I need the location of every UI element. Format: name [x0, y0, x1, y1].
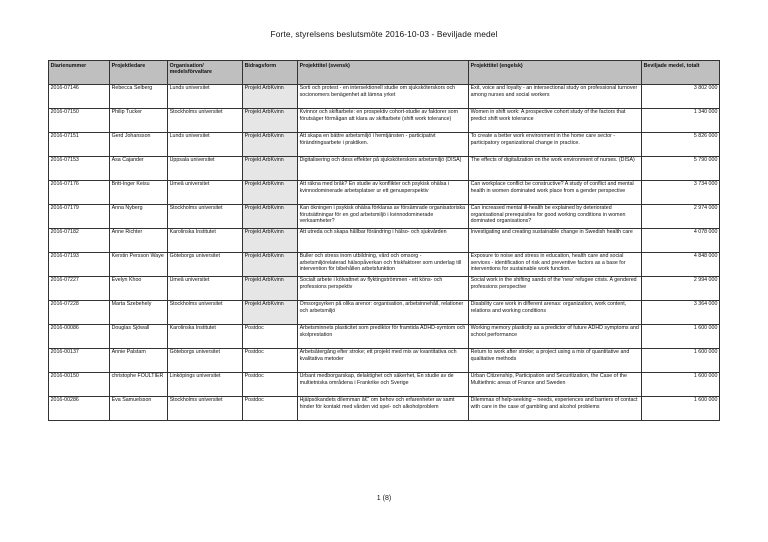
table-row [49, 300, 720, 324]
cell-diarienummer: 2016-00150 [49, 372, 110, 396]
page-number: 1 (8) [376, 495, 392, 502]
table-row [49, 132, 720, 156]
cell-diarienummer: 2016-07151 [49, 132, 110, 156]
cell-organisation: Uppsala universitet [168, 156, 243, 180]
cell-bidragsform: Projekt ArbKvinn [243, 180, 298, 204]
cell-titel-en: Urban Citizenship, Participation and Securitization, the Case of the Multiethnic areas of France and Sweden [469, 372, 642, 396]
cell-titel-sv: Att skapa en bättre arbetsmiljö i hemtjänsten - participativt förändringsarbete i praktiken. [298, 132, 469, 156]
cell-bidragsform: Projekt ArbKvinn [243, 300, 298, 324]
cell-diarienummer: 2016-07150 [49, 108, 110, 132]
table-row [49, 228, 720, 252]
cell-organisation: Lunds universitet [168, 132, 243, 156]
cell-diarienummer: 2016-07193 [49, 252, 110, 276]
header-belopp: Beviljade medel, totalt [642, 61, 720, 85]
cell-belopp: 4 078 000 [642, 228, 720, 252]
table-row [49, 84, 720, 108]
cell-diarienummer: 2016-00086 [49, 324, 110, 348]
cell-titel-sv: Socialt arbete i kölvattnet av flyktingströmmen - ett köns- och professions perspektiv [298, 276, 469, 300]
cell-diarienummer: 2016-00286 [49, 396, 110, 420]
cell-belopp: 5 826 000 [642, 132, 720, 156]
table-header-row [49, 61, 720, 85]
cell-diarienummer: 2016-00137 [49, 348, 110, 372]
cell-diarienummer: 2016-07228 [49, 300, 110, 324]
cell-organisation: Stockholms universitet [168, 108, 243, 132]
cell-belopp: 1 600 000 [642, 348, 720, 372]
cell-organisation: Karolinska Institutet [168, 228, 243, 252]
cell-diarienummer: 2016-07227 [49, 276, 110, 300]
cell-organisation: Karolinska Institutet [168, 324, 243, 348]
cell-projektledare: Anna Nyberg [110, 204, 168, 228]
cell-titel-sv: Digitalisering och dess effekter på sjuksköterskors arbetsmiljö (DISA) [298, 156, 469, 180]
cell-titel-sv: Urbant medborgarskap, delaktighet och säkerhet, En studie av de multietniska områdena i Frankrike och Sverige [298, 372, 469, 396]
cell-organisation: Göteborgs universitet [168, 252, 243, 276]
cell-diarienummer: 2016-07176 [49, 180, 110, 204]
cell-bidragsform: Postdoc [243, 348, 298, 372]
cell-titel-sv: Hjälpsökandets dilemman â€“ om behov och erfarenheter av samt hinder för kontakt med vården vid spel- och alkoholproblem [298, 396, 469, 420]
cell-bidragsform: Projekt ArbKvinn [243, 276, 298, 300]
cell-belopp: 2 994 000 [642, 276, 720, 300]
cell-titel-sv: Kvinnor och skiftarbete: en prospektiv cohort-studie av faktorer som förutsäger förmågan att klara av skiftarbete (shift work tolerance) [298, 108, 469, 132]
cell-projektledare: Kerstin Persson Waye [110, 252, 168, 276]
cell-organisation: Linköpings universitet [168, 372, 243, 396]
cell-titel-sv: Buller och stress inom utbildning, vård och omsorg - arbetsmiljörelaterad hälsopåverkan och friskfaktorer som underlag till intervention för bibehållen arbetsfunktion [298, 252, 469, 276]
cell-projektledare: christophe FOULTIER [110, 372, 168, 396]
cell-titel-sv: Kan ökningen i psykisk ohälsa förklaras av försämrade organisatoriska förutsättningar för en god arbetsmiljö i kvinnodominerade verksamheter? [298, 204, 469, 228]
table-row [49, 252, 720, 276]
cell-organisation: Umeå universitet [168, 180, 243, 204]
cell-titel-en: Return to work after stroke; a project using a mix of quantitative and qualitative methods [469, 348, 642, 372]
cell-diarienummer: 2016-07146 [49, 84, 110, 108]
cell-organisation: Stockholms universitet [168, 204, 243, 228]
table-row [49, 396, 720, 420]
page-title: Forte, styrelsens beslutsmöte 2016-10-03 - Beviljade medel [270, 29, 498, 39]
cell-organisation: Stockholms universitet [168, 396, 243, 420]
cell-projektledare: Annie Palstam [110, 348, 168, 372]
cell-bidragsform: Projekt ArbKvinn [243, 84, 298, 108]
cell-bidragsform: Projekt ArbKvinn [243, 156, 298, 180]
cell-belopp: 1 600 000 [642, 324, 720, 348]
table-row [49, 348, 720, 372]
cell-projektledare: Douglas Sjöwall [110, 324, 168, 348]
table-row [49, 108, 720, 132]
cell-titel-en: Dilemmas of help-seeking – needs, experiences and barriers of contact with care in the case of gambling and alcohol problems [469, 396, 642, 420]
cell-projektledare: Philip Tucker [110, 108, 168, 132]
cell-belopp: 3 734 000 [642, 180, 720, 204]
cell-diarienummer: 2016-07153 [49, 156, 110, 180]
cell-bidragsform: Postdoc [243, 324, 298, 348]
table-row [49, 156, 720, 180]
cell-titel-en: Investigating and creating sustainable change in Swedish health care [469, 228, 642, 252]
grants-table [48, 60, 720, 421]
cell-projektledare: Marta Szebehely [110, 300, 168, 324]
header-diarienummer: Diarienummer [49, 61, 110, 85]
cell-projektledare: Gerd Johansson [110, 132, 168, 156]
cell-diarienummer: 2016-07182 [49, 228, 110, 252]
cell-bidragsform: Projekt ArbKvinn [243, 132, 298, 156]
table-row [49, 324, 720, 348]
table-row [49, 372, 720, 396]
cell-projektledare: Britt-Inger Keisu [110, 180, 168, 204]
cell-belopp: 2 974 000 [642, 204, 720, 228]
header-projektledare: Projektledare [110, 61, 168, 85]
cell-bidragsform: Projekt ArbKvinn [243, 228, 298, 252]
cell-titel-sv: Att räkna med bråk? En studie av konflikter och psykisk ohälsa i kvinnodominerade arbetsplatser ur ett genusperspektiv [298, 180, 469, 204]
cell-titel-sv: Arbetsåtergång efter stroke; ett projekt med mix av kvantitativa och kvalitativa metoder [298, 348, 469, 372]
cell-titel-en: The effects of digitalization on the work environment of nurses. (DISA) [469, 156, 642, 180]
cell-belopp: 1 340 000 [642, 108, 720, 132]
header-titel-sv: Projekttitel (svensk) [298, 61, 469, 85]
cell-titel-sv: Att utreda och skapa hållbar förändring i hälso- och sjukvården [298, 228, 469, 252]
cell-titel-en: To create a better work environment in the home care sector - participatory organizational change in practice. [469, 132, 642, 156]
cell-projektledare: Rebecca Selberg [110, 84, 168, 108]
cell-titel-en: Social work in the shifting sands of the 'new' refugee crisis. A gendered professions perspective [469, 276, 642, 300]
cell-titel-en: Disability care work in different arenas: organization, work content, relations and working conditions [469, 300, 642, 324]
cell-projektledare: Anne Richter [110, 228, 168, 252]
cell-bidragsform: Projekt ArbKvinn [243, 204, 298, 228]
header-bidragsform: Bidragsform [243, 61, 298, 85]
cell-diarienummer: 2016-07179 [49, 204, 110, 228]
cell-belopp: 5 790 000 [642, 156, 720, 180]
cell-bidragsform: Postdoc [243, 372, 298, 396]
table-row [49, 180, 720, 204]
cell-bidragsform: Postdoc [243, 396, 298, 420]
cell-projektledare: Åsa Cajander [110, 156, 168, 180]
cell-titel-sv: Sorti och protest - en intersektionell studie om sjuksköterskors och socionomers benägenhet att lämna yrket [298, 84, 469, 108]
header-organisation: Organisation/ medelsförvaltare [168, 61, 243, 85]
cell-bidragsform: Projekt ArbKvinn [243, 252, 298, 276]
cell-projektledare: Eva Samuelsson [110, 396, 168, 420]
cell-titel-en: Women in shift work: A prospective cohort study of the factors that predict shift work tolerance [469, 108, 642, 132]
cell-bidragsform: Projekt ArbKvinn [243, 108, 298, 132]
table-row [49, 204, 720, 228]
cell-titel-en: Can workplace conflict be constructive? A study of conflict and mental health in women dominated work place from a gender perspective [469, 180, 642, 204]
header-titel-en: Projekttitel (engelsk) [469, 61, 642, 85]
cell-belopp: 3 802 000 [642, 84, 720, 108]
cell-organisation: Göteborgs universitet [168, 348, 243, 372]
table-row [49, 276, 720, 300]
cell-titel-sv: Omsorgsyrken på olika arenor: organisation, arbetsinnehåll, relationer och arbetsmiljö [298, 300, 469, 324]
cell-organisation: Lunds universitet [168, 84, 243, 108]
cell-titel-en: Exposure to noise and stress in education, health care and social services - identification of risk and preventive factors as a base for interventions for sustainable work function. [469, 252, 642, 276]
cell-projektledare: Evelyn Khoo [110, 276, 168, 300]
cell-titel-en: Working memory plasticity as a predictor of future ADHD symptoms and school performance [469, 324, 642, 348]
cell-belopp: 1 600 000 [642, 372, 720, 396]
cell-belopp: 3 364 000 [642, 300, 720, 324]
cell-titel-sv: Arbetsminnets plasticitet som prediktor för framtida ADHD-symtom och skolprestation [298, 324, 469, 348]
cell-titel-en: Can increased mental ill-health be explained by deteriorated organisational prerequisites for good working conditions in women dominated organisations? [469, 204, 642, 228]
cell-organisation: Stockholms universitet [168, 300, 243, 324]
cell-titel-en: Exit, voice and loyalty - an intersectional study on professional turnover among nurses and social workers [469, 84, 642, 108]
cell-organisation: Umeå universitet [168, 276, 243, 300]
cell-belopp: 4 848 000 [642, 252, 720, 276]
cell-belopp: 1 600 000 [642, 396, 720, 420]
